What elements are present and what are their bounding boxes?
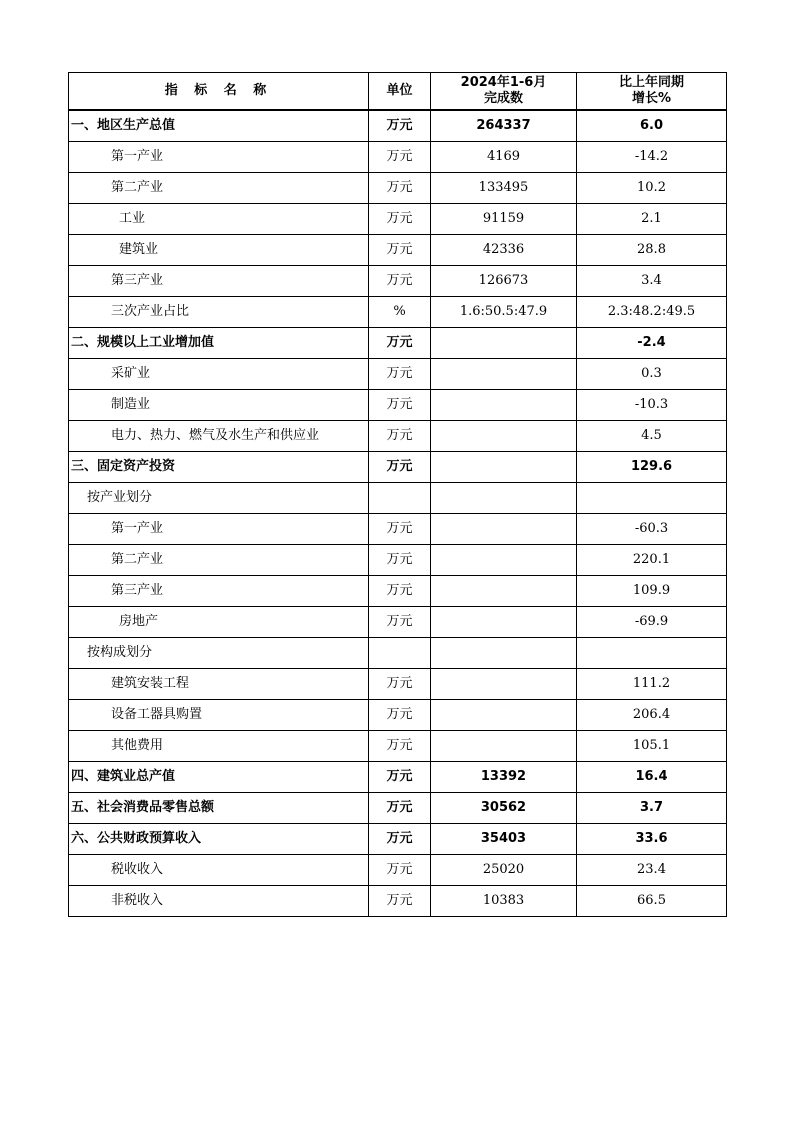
table-row [69,421,727,452]
value-cell: 42336 [431,235,577,266]
table-row [69,328,727,359]
growth-cell: -60.3 [577,514,727,545]
growth-cell: -10.3 [577,390,727,421]
unit-cell: 万元 [369,142,431,173]
unit-cell: 万元 [369,855,431,886]
indicator-name-cell: 采矿业 [69,359,369,390]
table-row [69,173,727,204]
value-cell: 133495 [431,173,577,204]
unit-cell: 万元 [369,514,431,545]
unit-cell: 万元 [369,824,431,855]
indicator-name-cell: 三次产业占比 [69,297,369,328]
value-cell: 13392 [431,762,577,793]
growth-cell: 16.4 [577,762,727,793]
value-cell [431,545,577,576]
header-row [69,73,727,111]
value-cell [431,359,577,390]
growth-cell: 4.5 [577,421,727,452]
value-cell [431,390,577,421]
unit-cell: 万元 [369,793,431,824]
table-body [69,110,727,917]
growth-cell: 109.9 [577,576,727,607]
growth-cell: 66.5 [577,886,727,917]
indicator-name-cell: 四、建筑业总产值 [69,762,369,793]
growth-cell: 10.2 [577,173,727,204]
unit-cell: 万元 [369,235,431,266]
unit-cell: 万元 [369,731,431,762]
statistics-table [68,72,727,917]
table-row [69,731,727,762]
table-row [69,607,727,638]
table-row [69,110,727,142]
unit-cell: 万元 [369,452,431,483]
growth-cell: 23.4 [577,855,727,886]
indicator-name-cell: 建筑业 [69,235,369,266]
value-cell: 30562 [431,793,577,824]
value-cell: 25020 [431,855,577,886]
growth-cell: -2.4 [577,328,727,359]
table-row [69,359,727,390]
indicator-name-cell: 一、地区生产总值 [69,110,369,142]
value-cell [431,483,577,514]
indicator-name-cell: 制造业 [69,390,369,421]
unit-cell: 万元 [369,669,431,700]
growth-cell: 3.7 [577,793,727,824]
indicator-name-cell: 二、规模以上工业增加值 [69,328,369,359]
indicator-name-cell: 三、固定资产投资 [69,452,369,483]
growth-cell: -69.9 [577,607,727,638]
table-row [69,700,727,731]
growth-cell: 0.3 [577,359,727,390]
header-unit: 单位 [369,73,431,111]
growth-cell: 2.1 [577,204,727,235]
indicator-name-cell: 六、公共财政预算收入 [69,824,369,855]
growth-cell [577,483,727,514]
table-row [69,235,727,266]
unit-cell [369,638,431,669]
value-cell [431,421,577,452]
growth-cell: 206.4 [577,700,727,731]
header-indicator-name: 指 标 名 称 [69,73,369,111]
value-cell: 10383 [431,886,577,917]
table-row [69,142,727,173]
indicator-name-cell: 第二产业 [69,173,369,204]
unit-cell: 万元 [369,359,431,390]
growth-cell: 129.6 [577,452,727,483]
table-row [69,669,727,700]
unit-cell: 万元 [369,545,431,576]
table-row [69,390,727,421]
table-row [69,452,727,483]
table-row [69,545,727,576]
table-row [69,514,727,545]
unit-cell: 万元 [369,204,431,235]
value-cell: 35403 [431,824,577,855]
indicator-name-cell: 第一产业 [69,514,369,545]
unit-cell [369,483,431,514]
unit-cell: 万元 [369,576,431,607]
indicator-name-cell: 按构成划分 [69,638,369,669]
table-row [69,266,727,297]
header-growth-line1: 比上年同期 [618,75,684,90]
table-row [69,638,727,669]
growth-cell: 3.4 [577,266,727,297]
table-row [69,483,727,514]
indicator-name-cell: 税收收入 [69,855,369,886]
unit-cell: 万元 [369,762,431,793]
indicator-name-cell: 第三产业 [69,576,369,607]
value-cell [431,607,577,638]
table-row [69,793,727,824]
indicator-name-cell: 房地产 [69,607,369,638]
indicator-name-cell: 建筑安装工程 [69,669,369,700]
unit-cell: 万元 [369,390,431,421]
value-cell [431,731,577,762]
unit-cell: 万元 [369,328,431,359]
header-growth [577,73,727,111]
header-value [431,73,577,111]
growth-cell: 111.2 [577,669,727,700]
indicator-name-cell: 第一产业 [69,142,369,173]
value-cell [431,514,577,545]
value-cell [431,700,577,731]
value-cell: 1.6:50.5:47.9 [431,297,577,328]
indicator-name-cell: 非税收入 [69,886,369,917]
unit-cell: 万元 [369,266,431,297]
value-cell [431,328,577,359]
indicator-name-cell: 第二产业 [69,545,369,576]
growth-cell: 2.3:48.2:49.5 [577,297,727,328]
value-cell [431,452,577,483]
table-row [69,576,727,607]
table-header [69,73,727,111]
value-cell [431,638,577,669]
unit-cell: 万元 [369,607,431,638]
indicator-name-cell: 按产业划分 [69,483,369,514]
value-cell [431,576,577,607]
indicator-name-cell: 五、社会消费品零售总额 [69,793,369,824]
growth-cell: 105.1 [577,731,727,762]
unit-cell: 万元 [369,421,431,452]
header-value-line1: 2024年1-6月 [460,75,547,90]
unit-cell: % [369,297,431,328]
growth-cell: -14.2 [577,142,727,173]
indicator-name-cell: 电力、热力、燃气及水生产和供应业 [69,421,369,452]
header-value-line2: 完成数 [483,91,523,106]
value-cell: 4169 [431,142,577,173]
unit-cell: 万元 [369,886,431,917]
value-cell: 126673 [431,266,577,297]
table-row [69,204,727,235]
table-row [69,886,727,917]
growth-cell: 6.0 [577,110,727,142]
value-cell: 264337 [431,110,577,142]
table-row [69,855,727,886]
growth-cell: 28.8 [577,235,727,266]
indicator-name-cell: 工业 [69,204,369,235]
unit-cell: 万元 [369,110,431,142]
unit-cell: 万元 [369,700,431,731]
header-growth-line2: 增长% [631,91,672,106]
growth-cell: 220.1 [577,545,727,576]
growth-cell: 33.6 [577,824,727,855]
unit-cell: 万元 [369,173,431,204]
growth-cell [577,638,727,669]
indicator-name-cell: 第三产业 [69,266,369,297]
value-cell [431,669,577,700]
table-row [69,762,727,793]
table-row [69,297,727,328]
indicator-name-cell: 设备工器具购置 [69,700,369,731]
value-cell: 91159 [431,204,577,235]
indicator-name-cell: 其他费用 [69,731,369,762]
table-row [69,824,727,855]
